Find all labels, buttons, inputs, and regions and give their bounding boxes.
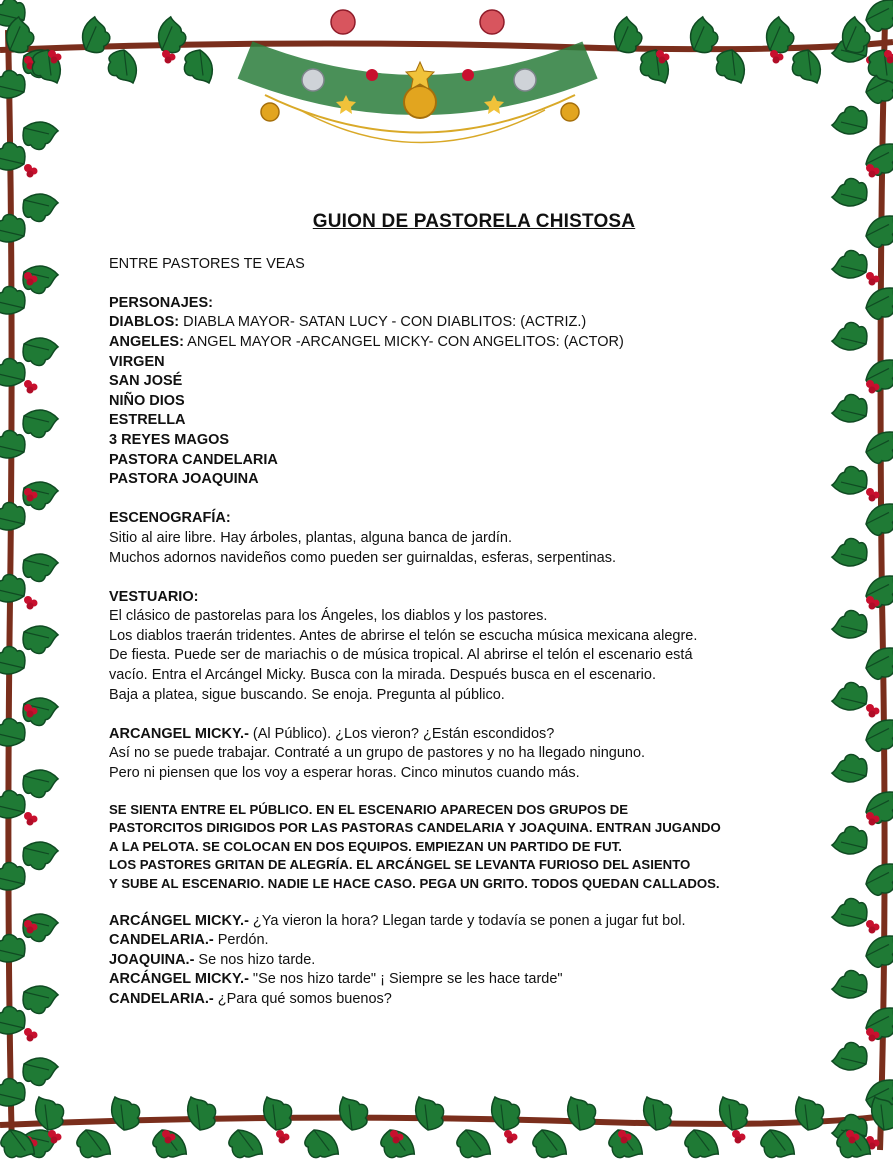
escenografia-line: Sitio al aire libre. Hay árboles, plantas, alguna banca de jardín. <box>109 529 513 546</box>
holly-leaf <box>568 1097 596 1130</box>
subtitle: ENTRE PASTORES TE VEAS <box>109 255 305 272</box>
holly-leaf <box>19 908 60 946</box>
holly-leaf <box>19 980 60 1018</box>
holly-berries <box>24 1028 38 1042</box>
speech-text: ¿Para qué somos buenos? <box>213 990 392 1007</box>
holly-leaf <box>19 332 60 370</box>
stage-direction-line: LOS PASTORES GRITAN DE ALEGRÍA. EL ARCÁNGEL SE LEVANTA FURIOSO DEL ASIENTO <box>109 857 691 873</box>
christmas-garland-ornaments <box>245 10 590 143</box>
personaje-diablos <box>109 313 809 333</box>
holly-leaf <box>862 501 893 539</box>
holly-leaf <box>492 1097 520 1130</box>
holly-leaf <box>0 1124 37 1167</box>
holly-leaf <box>604 1124 645 1167</box>
holly-leaf <box>831 102 872 140</box>
holly-leaf <box>19 188 60 226</box>
holly-leaf <box>831 750 872 788</box>
speaker-name: ARCANGEL MICKY.- <box>109 725 249 742</box>
holly-berries <box>504 1130 518 1144</box>
holly-leaf <box>224 1124 265 1167</box>
holly-leaf <box>340 1097 368 1130</box>
escena1-line: Así no se puede trabajar. Contraté a un grupo de pastores y no ha llegado ninguno. <box>109 745 646 762</box>
stage-direction-line: A LA PELOTA. SE COLOCAN EN DOS EQUIPOS. EMPIEZAN UN PARTIDO DE FUT. <box>109 838 622 854</box>
holly-leaf <box>19 260 60 298</box>
personaje-item: 3 REYES MAGOS <box>109 431 230 448</box>
holly-leaf <box>831 894 872 932</box>
vestuario-line: De fiesta. Puede ser de mariachis o de música tropical. Al abrirse el telón el escenario está <box>109 647 693 664</box>
holly-leaf <box>831 462 872 500</box>
personaje-angeles <box>109 333 809 353</box>
holly-leaf <box>300 1124 341 1167</box>
dialogue-line <box>109 931 809 951</box>
holly-leaf <box>862 213 893 251</box>
holly-leaf <box>19 692 60 730</box>
diablos-text: DIABLA MAYOR- SATAN LUCY - CON DIABLITOS: (ACTRIZ.) <box>179 314 587 331</box>
personaje-item: NIÑO DIOS <box>109 392 185 409</box>
holly-leaf <box>19 476 60 514</box>
holly-leaf <box>19 764 60 802</box>
holly-leaf <box>19 404 60 442</box>
holly-leaf <box>862 861 893 899</box>
speech-text: Se nos hizo tarde. <box>194 951 316 968</box>
holly-berries <box>24 812 38 826</box>
holly-leaf <box>184 50 212 83</box>
escenografia-line: Muchos adornos navideños como pueden ser guirnaldas, esferas, serpentinas. <box>109 549 616 566</box>
holly-leaf <box>862 285 893 323</box>
escenografia-heading: ESCENOGRAFÍA: <box>109 510 231 527</box>
angeles-text: ANGEL MAYOR -ARCANGEL MICKY- CON ANGELITOS: (ACTOR) <box>183 333 624 350</box>
holly-leaf <box>831 606 872 644</box>
holly-leaf <box>862 717 893 755</box>
holly-leaf <box>831 1038 872 1076</box>
dialogue-line <box>109 912 809 932</box>
stage-direction-line: SE SIENTA ENTRE EL PÚBLICO. EN EL ESCENARIO APARECEN DOS GRUPOS DE <box>109 801 629 817</box>
vestuario-line: Los diablos traerán tridentes. Antes de abrirse el telón se escucha música mexicana alegre. <box>109 627 698 644</box>
personajes-heading: PERSONAJES: <box>109 294 213 311</box>
holly-berries <box>866 920 880 934</box>
personaje-item: PASTORA CANDELARIA <box>109 451 278 468</box>
personaje-item: ESTRELLA <box>109 412 186 429</box>
stage-direction-line: Y SUBE AL ESCENARIO. NADIE LE HACE CASO. PEGA UN GRITO. TODOS QUEDAN CALLADOS. <box>109 876 720 891</box>
personaje-item: VIRGEN <box>109 353 165 370</box>
personaje-item: PASTORA JOAQUINA <box>109 471 259 488</box>
holly-berries <box>24 164 38 178</box>
holly-leaf <box>19 1052 60 1090</box>
holly-leaf <box>151 15 192 58</box>
holly-leaves-bottom <box>0 1097 893 1166</box>
holly-berries <box>866 488 880 502</box>
holly-leaf <box>831 678 872 716</box>
holly-leaf <box>188 1097 216 1130</box>
holly-leaf <box>862 645 893 683</box>
vestuario-line: vacío. Entra el Arcángel Micky. Busca con la mirada. Después busca en el escenario. <box>109 667 656 684</box>
dialogue-line <box>109 951 809 971</box>
speaker-name: CANDELARIA.- <box>109 990 214 1007</box>
holly-leaf <box>452 1124 493 1167</box>
speaker-name: ARCÁNGEL MICKY.- <box>109 912 249 929</box>
holly-berries <box>866 272 880 286</box>
holly-leaf <box>831 174 872 212</box>
holly-leaf <box>862 933 893 971</box>
document-body <box>109 212 809 1010</box>
speech-text: "Se nos hizo tarde" ¡ Siempre se les hace tarde" <box>248 971 563 988</box>
holly-leaf <box>75 15 116 58</box>
personaje-item: SAN JOSÉ <box>109 373 183 390</box>
dialogue-line <box>109 990 809 1010</box>
diablos-label: DIABLOS: <box>109 314 180 331</box>
vestuario-heading: VESTUARIO: <box>109 588 199 605</box>
speech-text: Perdón. <box>213 932 269 949</box>
holly-leaf <box>831 390 872 428</box>
speech-text: (Al Público). ¿Los vieron? ¿Están escondidos? <box>248 725 555 742</box>
holly-leaf <box>72 1124 113 1167</box>
holly-leaf <box>862 0 893 35</box>
holly-leaf <box>831 318 872 356</box>
holly-leaf <box>872 1097 893 1130</box>
angeles-label: ANGELES: <box>109 333 184 350</box>
holly-leaf <box>19 620 60 658</box>
holly-leaf <box>108 50 136 83</box>
holly-leaf <box>792 50 820 83</box>
holly-leaf <box>831 246 872 284</box>
holly-leaf <box>112 1097 140 1130</box>
holly-leaf <box>756 1124 797 1167</box>
holly-leaf <box>416 1097 444 1130</box>
holly-leaf <box>148 1124 189 1167</box>
vestuario-line: El clásico de pastorelas para los Ángeles, los diablos y los pastores. <box>109 608 548 625</box>
holly-leaf <box>862 429 893 467</box>
holly-leaf <box>831 534 872 572</box>
holly-berries <box>276 1130 290 1144</box>
vestuario-line: Baja a platea, sigue buscando. Se enoja. Pregunta al público. <box>109 686 505 703</box>
holly-leaf <box>19 116 60 154</box>
holly-leaf <box>264 1097 292 1130</box>
holly-berries <box>24 380 38 394</box>
holly-leaf <box>831 822 872 860</box>
holly-berries <box>24 596 38 610</box>
holly-leaf <box>528 1124 569 1167</box>
document-title: GUION DE PASTORELA CHISTOSA <box>312 211 636 232</box>
escena1-line <box>109 725 809 745</box>
stage-direction-line: PASTORCITOS DIRIGIDOS POR LAS PASTORAS CANDELARIA Y JOAQUINA. ENTRAN JUGANDO <box>109 820 721 836</box>
speaker-name: CANDELARIA.- <box>109 932 214 949</box>
holly-leaf <box>376 1124 417 1167</box>
holly-berries <box>732 1130 746 1144</box>
holly-leaf <box>19 548 60 586</box>
escena1-line: Pero ni piensen que los voy a esperar horas. Cinco minutos cuando más. <box>109 765 580 782</box>
speech-text: ¿Ya vieron la hora? Llegan tarde y todavía se ponen a jugar fut bol. <box>248 912 686 929</box>
speaker-name: JOAQUINA.- <box>109 951 195 968</box>
holly-leaf <box>716 50 744 83</box>
holly-berries <box>866 704 880 718</box>
speaker-name: ARCÁNGEL MICKY.- <box>109 971 249 988</box>
holly-leaf <box>831 966 872 1004</box>
holly-leaf <box>19 836 60 874</box>
holly-leaf <box>680 1124 721 1167</box>
dialogue-line <box>109 970 809 990</box>
